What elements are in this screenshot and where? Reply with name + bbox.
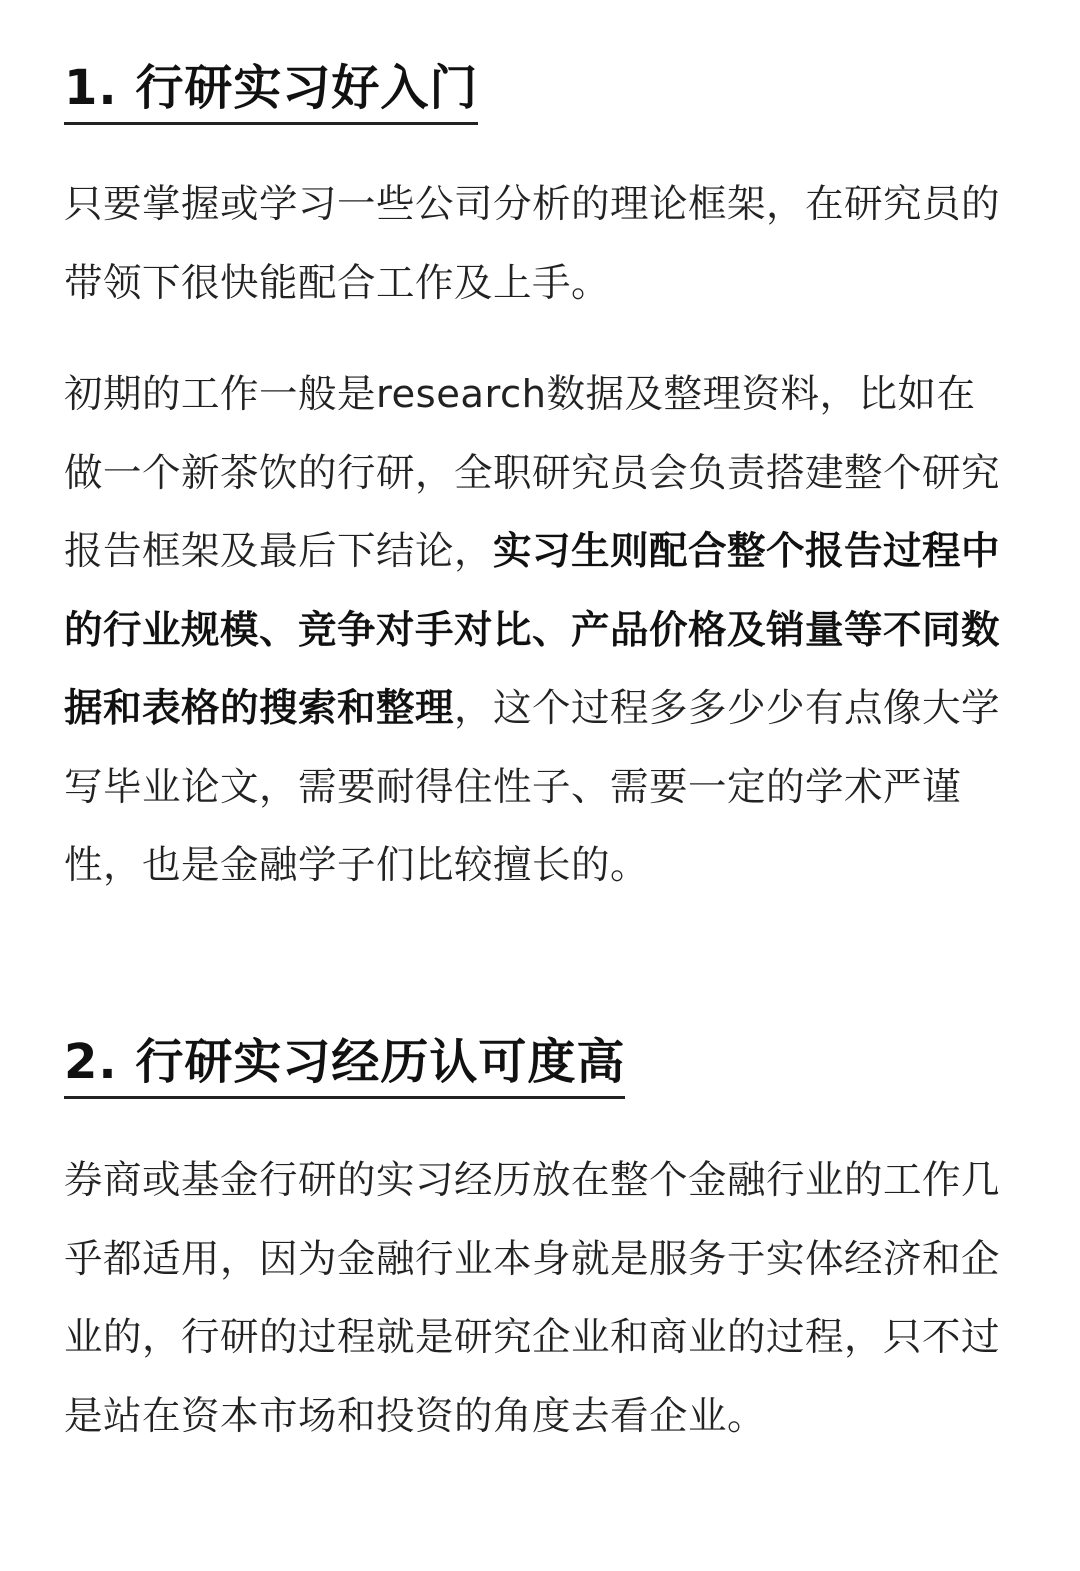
section-2-paragraph-1: 券商或基金行研的实习经历放在整个金融行业的工作几乎都适用，因为金融行业本身就是服务于实体经济和企业的，行研的过程就是研究企业和商业的过程，只不过是站在资本市场和投资的角度去看企业。	[64, 1158, 1001, 1439]
paragraph-2-text-start: 初期的工作一般是research数据及整理资料，比如在做一个新茶饮的行研，全职研究员会负责搭建整个研究报告框架及最后下结论，	[64, 372, 1001, 574]
section-2-heading: 2. 行研实习经历认可度高	[64, 1034, 626, 1090]
section-1-paragraph-1: 只要掌握或学习一些公司分析的理论框架，在研究员的带领下很快能配合工作及上手。	[64, 182, 1001, 306]
paragraph-2-bold-text: 实习生则配合整个报告过程中的行业规模、竞争对手对比、产品价格及销量等不同数据和表格的搜索和整理	[64, 529, 1001, 731]
section-1-heading: 1. 行研实习好入门	[64, 60, 479, 116]
section-1-heading-wrap	[64, 58, 478, 125]
paragraph-2-text-end: ，这个过程多多少少有点像大学写毕业论文，需要耐得住性子、需要一定的学术严谨性，也是金融学子们比较擅长的。	[64, 686, 1001, 888]
section-1-paragraph-2	[64, 356, 1004, 906]
section-2-heading-wrap	[64, 1032, 625, 1099]
